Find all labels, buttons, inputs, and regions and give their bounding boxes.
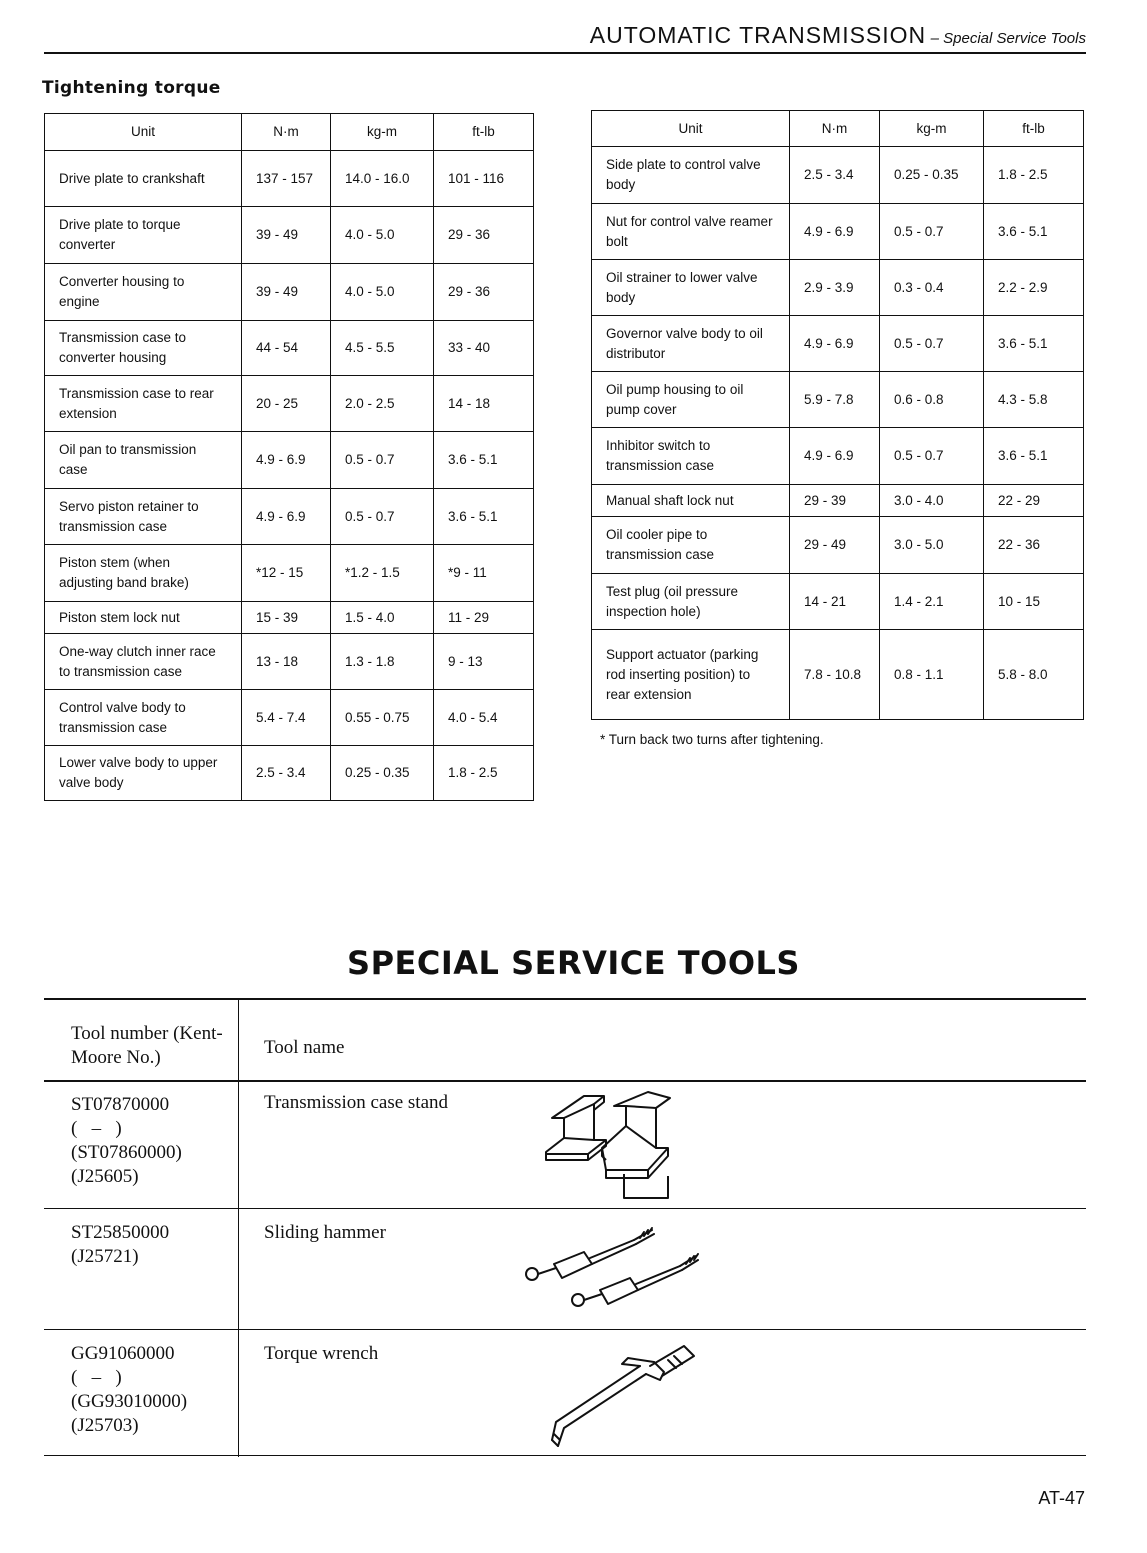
table-row xyxy=(45,634,534,690)
cell-ftlb: 101 - 116 xyxy=(434,151,534,207)
cell-ftlb: 10 - 15 xyxy=(984,574,1084,630)
cell-nm: 39 - 49 xyxy=(242,207,331,264)
cell-unit: Oil pan to transmission case xyxy=(45,432,242,489)
cell-nm: 20 - 25 xyxy=(242,376,331,432)
cell-kgm: 0.25 - 0.35 xyxy=(880,147,984,204)
cell-unit: Drive plate to crankshaft xyxy=(45,151,242,207)
cell-unit: Manual shaft lock nut xyxy=(592,485,790,517)
divider xyxy=(44,1080,1086,1082)
sliding-hammer-icon xyxy=(522,1224,702,1320)
cell-ftlb: 11 - 29 xyxy=(434,602,534,634)
cell-ftlb: 3.6 - 5.1 xyxy=(984,204,1084,260)
header-subsection: – Special Service Tools xyxy=(930,30,1086,47)
cell-unit: Drive plate to torque converter xyxy=(45,207,242,264)
cell-kgm: 14.0 - 16.0 xyxy=(331,151,434,207)
table-header-row xyxy=(592,111,1084,147)
cell-unit: Transmission case to converter housing xyxy=(45,321,242,376)
header-section: AUTOMATIC TRANSMISSION xyxy=(589,22,927,48)
divider xyxy=(44,1329,1086,1330)
cell-unit: Control valve body to transmission case xyxy=(45,690,242,746)
column-header: N·m xyxy=(790,111,880,147)
cell-unit: Lower valve body to upper valve body xyxy=(45,746,242,801)
column-header: ft-lb xyxy=(984,111,1084,147)
cell-unit: Oil pump housing to oil pump cover xyxy=(592,372,790,428)
cell-ftlb: 22 - 29 xyxy=(984,485,1084,517)
cell-kgm: 0.5 - 0.7 xyxy=(331,489,434,545)
cell-ftlb: 1.8 - 2.5 xyxy=(984,147,1084,204)
table-row xyxy=(592,574,1084,630)
tool-name: Torque wrench xyxy=(264,1343,379,1364)
tool-name: Transmission case stand xyxy=(264,1092,449,1113)
cell-kgm: 0.5 - 0.7 xyxy=(880,428,984,485)
divider xyxy=(238,998,239,1457)
table-row xyxy=(45,432,534,489)
cell-kgm: 4.0 - 5.0 xyxy=(331,264,434,321)
divider xyxy=(44,1208,1086,1209)
cell-kgm: 1.5 - 4.0 xyxy=(331,602,434,634)
cell-ftlb: 4.3 - 5.8 xyxy=(984,372,1084,428)
tool-number: ST07870000 ( – ) (ST07860000) (J25605) xyxy=(71,1094,182,1187)
cell-unit: Side plate to control valve body xyxy=(592,147,790,204)
cell-nm: 137 - 157 xyxy=(242,151,331,207)
cell-ftlb: 2.2 - 2.9 xyxy=(984,260,1084,316)
cell-unit: Governor valve body to oil distributor xyxy=(592,316,790,372)
cell-unit: Converter housing to engine xyxy=(45,264,242,321)
tools-table xyxy=(44,998,1086,1457)
cell-nm: 39 - 49 xyxy=(242,264,331,321)
cell-unit: Oil cooler pipe to transmission case xyxy=(592,517,790,574)
torque-table-left xyxy=(44,113,534,801)
tool-name: Sliding hammer xyxy=(264,1222,386,1243)
table-row xyxy=(592,260,1084,316)
table-row xyxy=(592,147,1084,204)
cell-kgm: 3.0 - 4.0 xyxy=(880,485,984,517)
cell-kgm: 0.8 - 1.1 xyxy=(880,630,984,720)
table-row xyxy=(45,264,534,321)
cell-kgm: 2.0 - 2.5 xyxy=(331,376,434,432)
table-row xyxy=(592,485,1084,517)
table-row xyxy=(592,316,1084,372)
cell-ftlb: 14 - 18 xyxy=(434,376,534,432)
col-header-tool-number: Tool number (Kent-Moore No.) xyxy=(71,1023,223,1068)
cell-ftlb: 3.6 - 5.1 xyxy=(434,489,534,545)
table-row xyxy=(45,376,534,432)
cell-ftlb: 22 - 36 xyxy=(984,517,1084,574)
cell-kgm: 1.3 - 1.8 xyxy=(331,634,434,690)
cell-ftlb: 5.8 - 8.0 xyxy=(984,630,1084,720)
torque-footnote: * Turn back two turns after tightening. xyxy=(600,732,824,747)
cell-nm: 44 - 54 xyxy=(242,321,331,376)
table-row xyxy=(592,428,1084,485)
cell-ftlb: 3.6 - 5.1 xyxy=(984,428,1084,485)
table-row xyxy=(45,690,534,746)
cell-kgm: 0.3 - 0.4 xyxy=(880,260,984,316)
table-row xyxy=(45,746,534,801)
cell-ftlb: 1.8 - 2.5 xyxy=(434,746,534,801)
cell-nm: 4.9 - 6.9 xyxy=(790,316,880,372)
cell-kgm: 0.5 - 0.7 xyxy=(331,432,434,489)
cell-nm: 7.8 - 10.8 xyxy=(790,630,880,720)
section-title: SPECIAL SERVICE TOOLS xyxy=(347,944,800,982)
col-header-tool-name: Tool name xyxy=(264,1037,345,1058)
cell-nm: 29 - 39 xyxy=(790,485,880,517)
cell-nm: 13 - 18 xyxy=(242,634,331,690)
cell-unit: Oil strainer to lower valve body xyxy=(592,260,790,316)
cell-nm: 5.9 - 7.8 xyxy=(790,372,880,428)
cell-unit: Inhibitor switch to transmission case xyxy=(592,428,790,485)
cell-ftlb: 29 - 36 xyxy=(434,264,534,321)
table-row xyxy=(592,372,1084,428)
table-row xyxy=(45,207,534,264)
cell-ftlb: 9 - 13 xyxy=(434,634,534,690)
cell-ftlb: 29 - 36 xyxy=(434,207,534,264)
divider xyxy=(44,998,1086,1000)
cell-unit: One-way clutch inner race to transmission case xyxy=(45,634,242,690)
cell-nm: 4.9 - 6.9 xyxy=(790,204,880,260)
cell-nm: 29 - 49 xyxy=(790,517,880,574)
torque-table-right xyxy=(591,110,1084,720)
column-header: Unit xyxy=(45,114,242,151)
cell-kgm: 0.6 - 0.8 xyxy=(880,372,984,428)
table-header-row xyxy=(45,114,534,151)
cell-nm: 2.5 - 3.4 xyxy=(790,147,880,204)
table-row xyxy=(45,151,534,207)
cell-kgm: 0.55 - 0.75 xyxy=(331,690,434,746)
cell-unit: Nut for control valve reamer bolt xyxy=(592,204,790,260)
table-row xyxy=(45,545,534,602)
tool-number: ST25850000 (J25721) xyxy=(71,1222,170,1267)
cell-ftlb: 4.0 - 5.4 xyxy=(434,690,534,746)
cell-kgm: 1.4 - 2.1 xyxy=(880,574,984,630)
torque-wrench-icon xyxy=(542,1342,702,1450)
cell-nm: 4.9 - 6.9 xyxy=(242,432,331,489)
table-row xyxy=(45,489,534,545)
cell-unit: Transmission case to rear extension xyxy=(45,376,242,432)
table-row xyxy=(45,321,534,376)
cell-kgm: 4.0 - 5.0 xyxy=(331,207,434,264)
divider xyxy=(44,1455,1086,1456)
table-row xyxy=(45,602,534,634)
cell-kgm: *1.2 - 1.5 xyxy=(331,545,434,602)
cell-nm: 2.9 - 3.9 xyxy=(790,260,880,316)
case-stand-icon xyxy=(536,1090,706,1206)
column-header: Unit xyxy=(592,111,790,147)
table-row xyxy=(592,630,1084,720)
cell-nm: 5.4 - 7.4 xyxy=(242,690,331,746)
cell-unit: Servo piston retainer to transmission case xyxy=(45,489,242,545)
cell-kgm: 4.5 - 5.5 xyxy=(331,321,434,376)
table-row xyxy=(592,517,1084,574)
cell-ftlb: *9 - 11 xyxy=(434,545,534,602)
cell-kgm: 0.25 - 0.35 xyxy=(331,746,434,801)
cell-unit: Piston stem lock nut xyxy=(45,602,242,634)
cell-unit: Test plug (oil pressure inspection hole) xyxy=(592,574,790,630)
cell-nm: 4.9 - 6.9 xyxy=(790,428,880,485)
cell-nm: 4.9 - 6.9 xyxy=(242,489,331,545)
cell-unit: Piston stem (when adjusting band brake) xyxy=(45,545,242,602)
page-number: AT-47 xyxy=(1038,1488,1085,1508)
cell-nm: 14 - 21 xyxy=(790,574,880,630)
table-row xyxy=(592,204,1084,260)
torque-title: Tightening torque xyxy=(42,78,221,98)
cell-unit: Support actuator (parking rod inserting position) to rear extension xyxy=(592,630,790,720)
cell-nm: *12 - 15 xyxy=(242,545,331,602)
column-header: ft-lb xyxy=(434,114,534,151)
cell-ftlb: 33 - 40 xyxy=(434,321,534,376)
column-header: N·m xyxy=(242,114,331,151)
tool-number: GG91060000 ( – ) (GG93010000) (J25703) xyxy=(71,1343,188,1436)
column-header: kg-m xyxy=(331,114,434,151)
column-header: kg-m xyxy=(880,111,984,147)
cell-nm: 15 - 39 xyxy=(242,602,331,634)
page-header xyxy=(44,22,1086,54)
cell-kgm: 3.0 - 5.0 xyxy=(880,517,984,574)
cell-kgm: 0.5 - 0.7 xyxy=(880,204,984,260)
cell-nm: 2.5 - 3.4 xyxy=(242,746,331,801)
cell-kgm: 0.5 - 0.7 xyxy=(880,316,984,372)
cell-ftlb: 3.6 - 5.1 xyxy=(984,316,1084,372)
cell-ftlb: 3.6 - 5.1 xyxy=(434,432,534,489)
